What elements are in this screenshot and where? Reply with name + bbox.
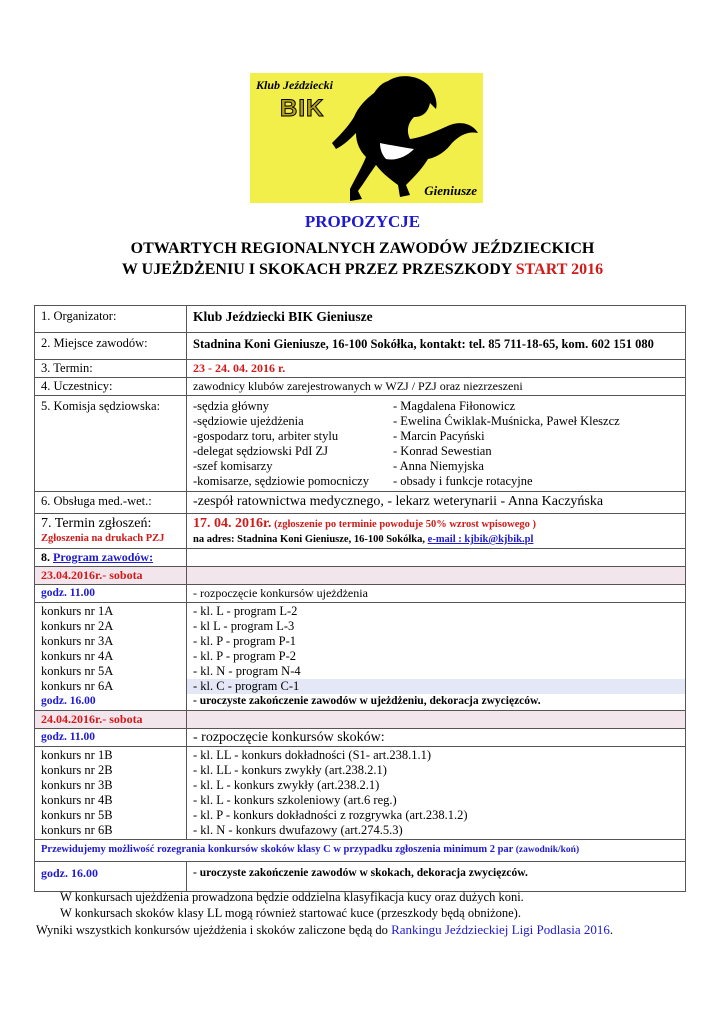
deadline-sublabel: Zgłoszenia na drukach PZJ <box>41 533 165 544</box>
class-c-note-text: Przewidujemy możliwość rozegrania konkursów skoków klasy C w przypadku zgłoszenia minimum 2 par <box>41 844 516 855</box>
deadline-value-cell <box>187 514 686 549</box>
day1-end-text: - uroczyste zakończenie zawodów w ujeżdżeniu, dekoracja zwycięzców. <box>193 695 541 707</box>
committee-person: - Marcin Pacyński <box>393 429 485 443</box>
subtitle-line-1: OTWARTYCH REGIONALNYCH ZAWODÓW JEŹDZIECKICH <box>130 240 595 257</box>
venue-label: 2. Miejsce zawodów: <box>35 333 187 360</box>
competition-name: konkurs nr 3A <box>41 634 114 648</box>
deadline-date-line <box>193 516 679 532</box>
deadline-date: 17. 04. 2016r. <box>193 516 272 531</box>
competition-name: konkurs nr 4B <box>41 793 113 807</box>
logo-location-text: Gieniusze <box>424 183 477 198</box>
program-header-number: 8. <box>41 550 53 564</box>
competition-name: konkurs nr 2B <box>41 763 113 777</box>
competition-name: konkurs nr 2A <box>41 619 114 633</box>
deadline-penalty-note: (zgłoszenie po terminie powoduje 50% wzrost wpisowego ) <box>271 519 537 530</box>
deadline-address <box>193 532 679 547</box>
committee-role: -sędziowie ujeżdżenia <box>193 414 304 428</box>
day1-start-text: - rozpoczęcie konkursów ujeżdżenia <box>187 585 686 603</box>
competition-name: konkurs nr 3B <box>41 778 113 792</box>
venue-value <box>187 333 686 360</box>
competition-name: konkurs nr 6A <box>41 679 114 693</box>
day1-date: 23.04.2016r.- sobota <box>35 567 187 585</box>
note-line-3-end: . <box>609 923 613 937</box>
day2-end-text-value: - uroczyste zakończenie zawodów w skokach, dekoracja zwycięzców. <box>193 867 528 879</box>
competition-desc: - kl. P - program P-2 <box>193 649 296 663</box>
club-logo <box>250 73 483 203</box>
committee-row <box>193 429 679 444</box>
row-day1-date <box>35 567 686 585</box>
competition-desc: - kl. L - konkurs szkoleniowy (art.6 reg.) <box>193 793 397 807</box>
row-program-header <box>35 549 686 567</box>
row-organizer <box>35 306 686 333</box>
logo-brand: BIK <box>280 95 325 122</box>
email-link[interactable]: e-mail : kjbik@kjbik.pl <box>427 534 534 545</box>
row-day2-competitions <box>35 747 686 840</box>
row-committee <box>35 396 686 492</box>
committee-list <box>187 396 686 492</box>
organizer-value: Klub Jeździecki BIK Gieniusze <box>187 306 686 333</box>
subtitle-line-2 <box>0 261 725 279</box>
deadline-label: 7. Termin zgłoszeń: <box>41 516 152 531</box>
row-deadline <box>35 514 686 549</box>
row-day2-start <box>35 729 686 747</box>
competition-desc: - kl. LL - konkurs dokładności (S1- art.238.1.1) <box>193 748 432 762</box>
committee-role: -komisarze, sędziowie pomocniczy <box>193 474 369 488</box>
day2-start-time: godz. 11.00 <box>35 729 187 747</box>
program-header <box>35 549 187 567</box>
note-line-1: W konkursach ujeżdżenia prowadzona będzie oddzielna klasyfikacja kucy oraz dużych koni. <box>60 890 524 904</box>
program-link[interactable]: Program zawodów: <box>53 550 154 564</box>
medical-label: 6. Obsługa med.-wet.: <box>35 492 187 514</box>
day2-date-empty <box>187 711 686 729</box>
participants-label: 4. Uczestnicy: <box>35 378 187 396</box>
competition-desc: - kl L - program L-3 <box>193 619 295 633</box>
class-c-note <box>35 840 686 862</box>
deadline-label-cell <box>35 514 187 549</box>
row-day2-date <box>35 711 686 729</box>
competition-desc: - kl. C - program C-1 <box>187 679 685 694</box>
committee-role: -sędzia główny <box>193 399 270 413</box>
committee-role: -szef komisarzy <box>193 459 273 473</box>
committee-person: - Magdalena Fiłonowicz <box>393 399 516 413</box>
day2-date: 24.04.2016r.- sobota <box>35 711 187 729</box>
competition-name: konkurs nr 6B <box>41 823 113 837</box>
class-c-note-small: (zawodnik/koń) <box>515 845 580 855</box>
day2-end-text <box>187 862 686 892</box>
day2-start-text: - rozpoczęcie konkursów skoków: <box>187 729 686 747</box>
day1-date-empty <box>187 567 686 585</box>
program-header-empty <box>187 549 686 567</box>
committee-row <box>193 414 679 429</box>
subtitle-line-2-main: W UJEŻDŻENIU I SKOKACH PRZEZ PRZESZKODY <box>121 261 516 278</box>
day1-competition-descs <box>187 603 686 711</box>
competition-desc: - kl. P - program P-1 <box>193 634 296 648</box>
competition-desc: - kl. N - konkurs dwufazowy (art.274.5.3) <box>193 823 403 837</box>
competition-desc: - kl. L - program L-2 <box>193 604 298 618</box>
committee-person: - Anna Niemyjska <box>393 459 484 473</box>
committee-row <box>193 399 679 414</box>
day2-end-time: godz. 16.00 <box>35 862 187 892</box>
competition-desc: - kl. L - konkurs zwykły (art.238.2.1) <box>193 778 380 792</box>
row-class-c-note <box>35 840 686 862</box>
day1-end-time: godz. 16.00 <box>41 695 96 707</box>
note-line-2: W konkursach skoków klasy LL mogą również startować kuce (przeszkody będą obniżone). <box>60 906 521 920</box>
logo-club-text: Klub Jeździecki <box>256 78 333 92</box>
venue-contact: 16-100 Sokółka, kontakt: tel. 85 711-18-65, kom. 602 151 080 <box>328 337 654 351</box>
committee-person: - Konrad Sewestian <box>393 444 492 458</box>
competition-desc: - kl. LL - konkurs zwykły (art.238.2.1) <box>193 763 387 777</box>
row-medical <box>35 492 686 514</box>
competition-desc: - kl. N - program N-4 <box>193 664 301 678</box>
competition-name: konkurs nr 1A <box>41 604 114 618</box>
row-participants <box>35 378 686 396</box>
day1-start-time: godz. 11.00 <box>35 585 187 603</box>
ranking-name: Rankingu Jeździeckiej Ligi Podlasia 2016 <box>391 922 610 937</box>
row-day1-competitions <box>35 603 686 711</box>
medical-value: -zespół ratownictwa medycznego, - lekarz weterynarii - Anna Kaczyńska <box>187 492 686 514</box>
date-value: 23 - 24. 04. 2016 r. <box>187 360 686 378</box>
subtitle-line-2-highlight: START 2016 <box>515 261 604 278</box>
date-label: 3. Termin: <box>35 360 187 378</box>
competition-name: konkurs nr 5B <box>41 808 113 822</box>
competition-details-table <box>34 305 686 892</box>
deadline-address-text: na adres: Stadnina Koni Gieniusze, 16-100 Sokółka, <box>193 534 428 545</box>
competition-name: konkurs nr 4A <box>41 649 114 663</box>
committee-label: 5. Komisja sędziowska: <box>35 396 187 492</box>
row-date <box>35 360 686 378</box>
page-title: PROPOZYCJE <box>304 212 421 231</box>
venue-name: Stadnina Koni Gieniusze, <box>193 337 329 351</box>
day1-competition-names <box>35 603 187 711</box>
day2-competition-names <box>35 747 187 840</box>
committee-row <box>193 444 679 459</box>
competition-desc: - kl. P - konkurs dokładności z rozgrywka (art.238.1.2) <box>193 808 468 822</box>
row-day1-start <box>35 585 686 603</box>
committee-person: - obsady i funkcje rotacyjne <box>393 474 533 488</box>
committee-row <box>193 459 679 474</box>
day2-competition-descs <box>187 747 686 840</box>
row-day2-end <box>35 862 686 892</box>
participants-value: zawodnicy klubów zarejestrowanych w WZJ / PZJ oraz niezrzeszeni <box>187 378 686 396</box>
note-line-3 <box>36 922 613 938</box>
note-line-3-text: Wyniki wszystkich konkursów ujeżdżenia i skoków zaliczone będą do <box>36 923 392 937</box>
competition-name: konkurs nr 5A <box>41 664 114 678</box>
committee-role: -gospodarz toru, arbiter stylu <box>193 429 339 443</box>
committee-role: -delegat sędziowski PdI ZJ <box>193 444 329 458</box>
competition-name: konkurs nr 1B <box>41 748 113 762</box>
committee-row <box>193 474 679 489</box>
committee-person: - Ewelina Ćwiklak-Muśnicka, Paweł Kleszcz <box>393 414 620 428</box>
organizer-label: 1. Organizator: <box>35 306 187 333</box>
row-venue <box>35 333 686 360</box>
